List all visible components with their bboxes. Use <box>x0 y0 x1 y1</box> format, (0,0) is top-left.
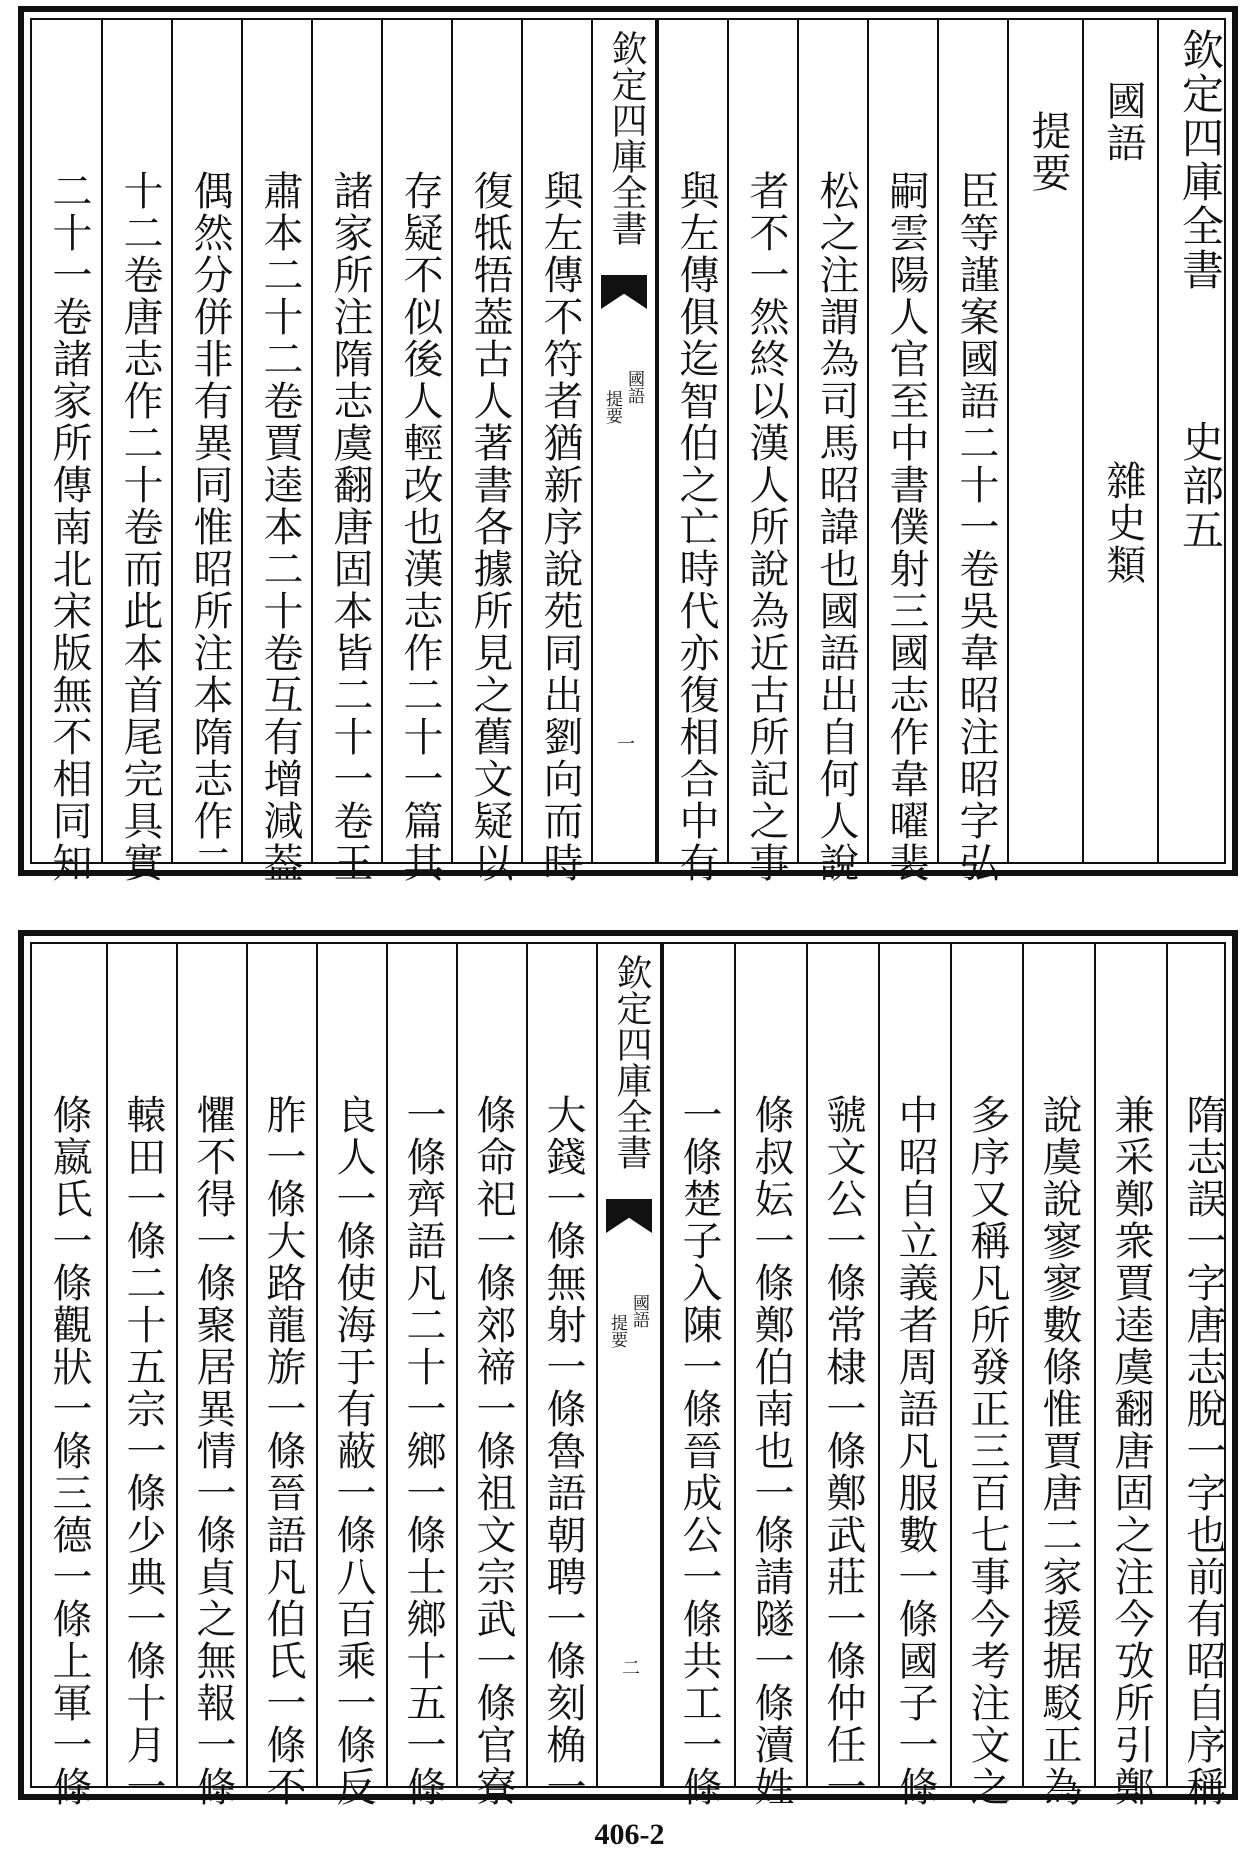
text-column: 條叔妘一條鄭伯南也一條請隧一條瀆姓 <box>734 944 806 1786</box>
fishtail-mark <box>606 1199 652 1233</box>
book-title: 國語 <box>1100 80 1146 164</box>
text-column: 轅田一條二十五宗一條少典一條十月一 <box>106 944 176 1786</box>
text-column: 條嬴氏一條觀狀一條三德一條上軍一條 <box>46 1094 92 1808</box>
fishtail-mark <box>601 275 647 309</box>
text-column: 偶然分併非有異同惟昭所注本隋志作二 <box>171 20 241 862</box>
text-column: 諸家所注隋志虞翻唐固本皆二十一卷王 <box>311 20 381 862</box>
text-column: 胙一條大路龍旂一條晉語凡伯氏一條不 <box>246 944 316 1786</box>
text-column: 松之注謂為司馬昭諱也國語出自何人說 <box>797 20 867 862</box>
text-column: 臣等謹案國語二十一卷吳韋昭注昭字弘 <box>937 20 1007 862</box>
text-column: 多序又稱凡所發正三百七事今考注文之 <box>950 944 1022 1786</box>
text-column: 嗣雲陽人官至中書僕射三國志作韋曜裴 <box>867 20 937 862</box>
text-column: 二十一卷諸家所傳南北宋版無不相同知 <box>46 170 92 884</box>
header-column <box>1157 20 1238 862</box>
spine <box>591 20 657 862</box>
page-number-footer: 406-2 <box>594 1818 665 1851</box>
text-column: 一條楚子入陳一條晉成公一條共工一條 <box>662 944 734 1786</box>
header-section: 史部五 <box>1176 420 1225 552</box>
text-column: 中昭自立義者周語凡服數一條國子一條 <box>878 944 950 1786</box>
text-column: 良人一條使海于有蔽一條八百乘一條反 <box>316 944 386 1786</box>
spine-label-tiyao: 提要 <box>602 390 622 424</box>
text-column: 虢文公一條常棣一條鄭武莊一條仲任一 <box>806 944 878 1786</box>
book-column <box>1082 20 1157 862</box>
text-column: 復牴牾葢古人著書各據所見之舊文疑以 <box>451 20 521 862</box>
text-column: 與左傳俱迄智伯之亡時代亦復相合中有 <box>657 20 727 862</box>
text-column: 條命祀一條郊禘一條祖文宗武一條官寮 <box>456 944 526 1786</box>
top-page-frame <box>30 18 1226 884</box>
spine-label-tiyao: 提要 <box>607 1314 627 1348</box>
spine-label-book: 國語 <box>624 370 644 404</box>
text-column: 十二卷唐志作二十卷而此本首尾完具實 <box>101 20 171 862</box>
text-column: 說虞說寥寥數條惟賈唐二家援据駁正為 <box>1022 944 1094 1786</box>
text-column: 一條齊語凡二十一鄉一條士鄉十五一條 <box>386 944 456 1786</box>
text-column: 者不一然終以漢人所說為近古所記之事 <box>727 20 797 862</box>
text-column: 與左傳不符者猶新序說苑同出劉向而時 <box>521 20 591 862</box>
tiyao-heading: 提要 <box>1025 110 1071 194</box>
text-column: 兼采鄭衆賈逵虞翻唐固之注今攷所引鄭 <box>1094 944 1166 1786</box>
bottom-page <box>18 930 1238 1808</box>
spine-page-number: 一 <box>617 734 635 755</box>
category-label: 雜史類 <box>1100 460 1146 586</box>
header-title: 欽定四庫全書 <box>1176 28 1225 292</box>
text-column: 存疑不似後人輕改也漢志作二十一篇其 <box>381 20 451 862</box>
spine <box>596 944 662 1786</box>
text-column: 隋志誤一字唐志脫一字也前有昭自序稱 <box>1166 944 1238 1786</box>
bottom-page-frame <box>30 942 1226 1808</box>
tiyao-column <box>1007 20 1082 862</box>
spine-title: 欽定四庫全書 <box>606 30 647 246</box>
spine-title: 欽定四庫全書 <box>611 954 652 1170</box>
top-page <box>18 6 1238 884</box>
text-column: 肅本二十二卷賈逵本二十卷互有增減葢 <box>241 20 311 862</box>
text-column: 懼不得一條聚居異情一條貞之無報一條 <box>176 944 246 1786</box>
text-column: 大錢一條無射一條魯語朝聘一條刻桷一 <box>526 944 596 1786</box>
spine-label-book: 國語 <box>629 1294 649 1328</box>
spine-page-number: 二 <box>622 1658 640 1679</box>
